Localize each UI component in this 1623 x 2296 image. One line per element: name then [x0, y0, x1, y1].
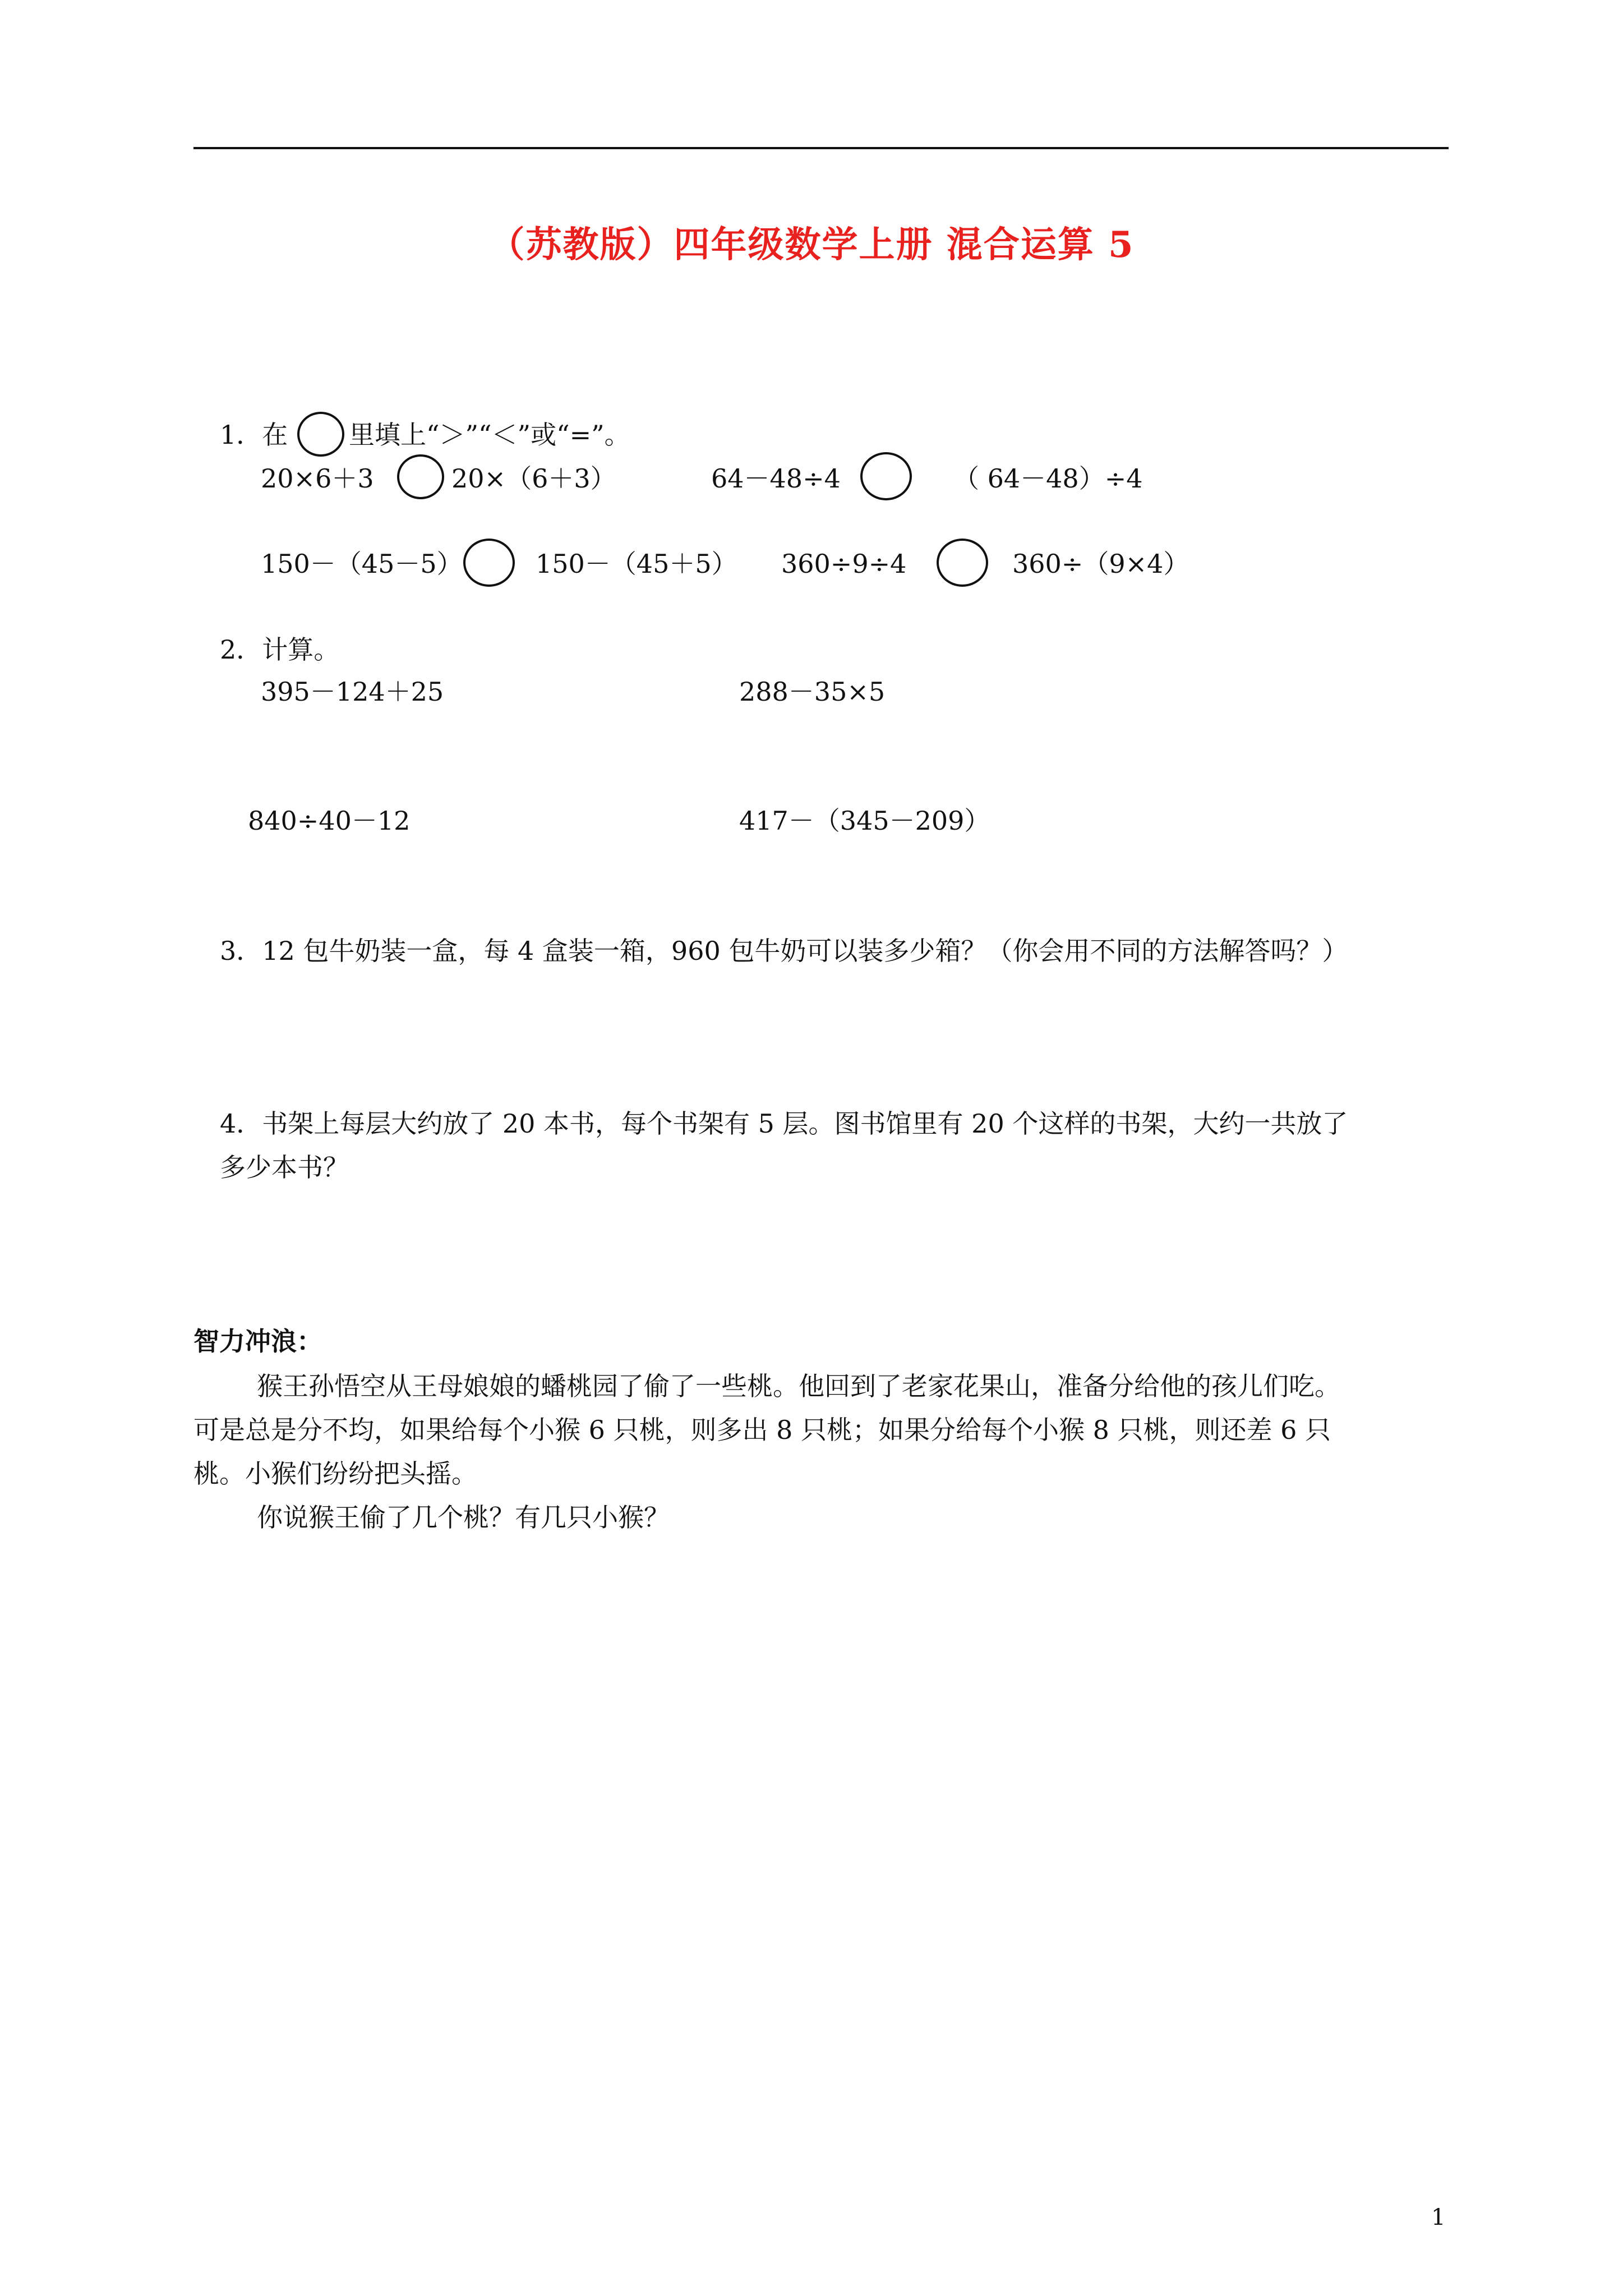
q3-text: 3．12 包牛奶装一盒，每 4 盒装一箱，960 包牛奶可以装多少箱？（你会用不同的方法解答吗？）	[220, 936, 1348, 966]
q1-expr-2-right: （ 64－48）÷4	[953, 463, 1143, 494]
q4-line-1: 4．书架上每层大约放了 20 本书，每个书架有 5 层。图书馆里有 20 个这样的书架，大约一共放了	[220, 1108, 1348, 1139]
q1-expr-3-right: 150－（45＋5）	[536, 549, 737, 579]
page-number: 1	[1431, 2205, 1446, 2230]
challenge-line-4: 你说猴王偷了几个桃？有几只小猴？	[257, 1502, 670, 1533]
q2-heading: 2．计算。	[220, 634, 340, 665]
q2-calc-1: 395－124＋25	[261, 677, 444, 707]
header-rule	[193, 147, 1449, 149]
q1-intro-prefix: 1．在	[220, 420, 288, 450]
q2-calc-4: 417－（345－209）	[739, 806, 990, 836]
answer-circle-2[interactable]	[860, 452, 912, 500]
challenge-line-3: 桃。小猴们纷纷把头摇。	[193, 1458, 477, 1489]
challenge-line-2: 可是总是分不均，如果给每个小猴 6 只桃，则多出 8 只桃；如果分给每个小猴 8 只桃，则还差 6 只	[193, 1415, 1331, 1445]
answer-circle-1[interactable]	[397, 454, 444, 499]
q1-expr-4-right: 360÷（9×4）	[1012, 549, 1189, 579]
answer-circle-example	[297, 412, 344, 457]
q1-intro-suffix: 里填上“＞”“＜”或“=”。	[349, 420, 630, 450]
q1-expr-3-left: 150－（45－5）	[261, 549, 463, 579]
challenge-line-1: 猴王孙悟空从王母娘娘的蟠桃园了偷了一些桃。他回到了老家花果山，准备分给他的孩儿们吃。	[257, 1371, 1340, 1401]
answer-circle-3[interactable]	[463, 539, 515, 587]
q4-line-2: 多少本书？	[220, 1152, 349, 1182]
page-title: （苏教版）四年级数学上册 混合运算 5	[488, 224, 1135, 266]
q1-expr-2-left: 64－48÷4	[711, 463, 841, 494]
q1-expr-1-right: 20×（6＋3）	[451, 463, 616, 494]
q1-expr-4-left: 360÷9÷4	[781, 549, 907, 579]
answer-circle-4[interactable]	[937, 539, 988, 587]
challenge-heading: 智力冲浪：	[193, 1326, 322, 1356]
q2-calc-2: 288－35×5	[739, 677, 886, 707]
q1-expr-1-left: 20×6＋3	[261, 463, 374, 494]
q2-calc-3: 840÷40－12	[248, 806, 411, 836]
